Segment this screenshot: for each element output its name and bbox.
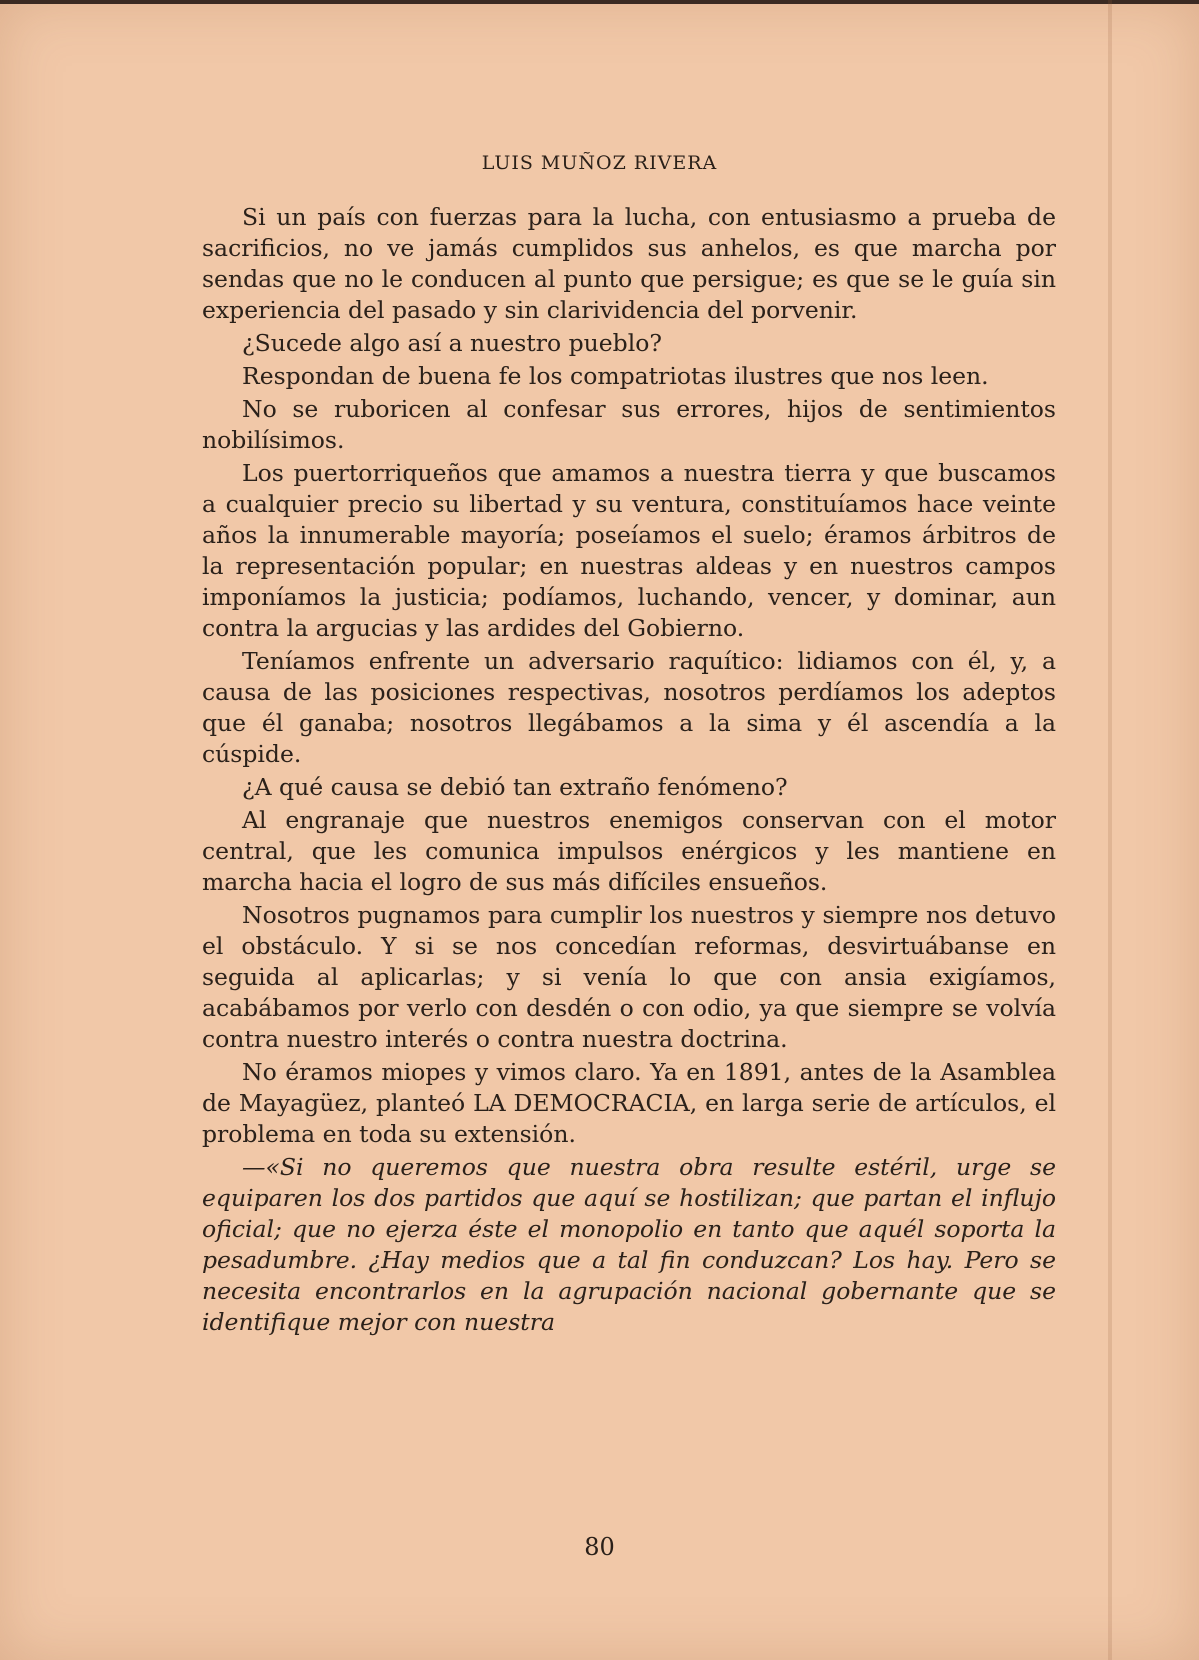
page-number: 80 — [584, 1533, 615, 1561]
paragraph-1: Si un país con fuerzas para la lucha, con entusiasmo a prueba de sacrificios, no ve jamás cumplidos sus anhelos, es que marcha por sendas que no le conducen al punto que persigue; es que se le guía sin experiencia del pasado y sin clarividencia del porvenir. — [202, 203, 1056, 324]
page-top-edge — [0, 0, 1199, 4]
paragraph-9: Nosotros pugnamos para cumplir los nuestros y siempre nos detuvo el obstáculo. Y si se nos concedían reformas, desvirtuábanse en seguida al aplicarlas; y si venía lo que con ansia exigíamos, acabábamos por verlo con desdén o con odio, ya que siempre se volvía contra nuestro interés o contra nuestra doctrina. — [202, 901, 1056, 1053]
paragraph-5: Los puertorriqueños que amamos a nuestra tierra y que buscamos a cualquier precio su libertad y su ventura, constituíamos hace veinte años la innumerable mayoría; poseíamos el suelo; éramos árbitros de la representación popular; en nuestras aldeas y en nuestros campos imponíamos la justicia; podíamos, luchando, vencer, y dominar, aun contra la argucias y las ardides del Gobierno. — [202, 459, 1056, 642]
paragraph-8: Al engranaje que nuestros enemigos conservan con el motor central, que les comunica impulsos enérgicos y les mantiene en marcha hacia el logro de sus más difíciles ensueños. — [202, 806, 1056, 896]
paragraph-7: ¿A qué causa se debió tan extraño fenómeno? — [242, 773, 788, 801]
quoted-paragraph: —«Si no queremos que nuestra obra resulte estéril, urge se equiparen los dos partidos que aquí se hostilizan; que partan el influjo oficial; que no ejerza éste el monopolio en tanto que aquél soporta la pesadumbre. ¿Hay medios que a tal fin conduzcan? Los hay. Pero se necesita encontrarlos en la agrupación nacional gobernante que se identifique mejor con nuestra — [202, 1153, 1056, 1336]
paragraph-2: ¿Sucede algo así a nuestro pueblo? — [242, 329, 662, 357]
running-head: LUIS MUÑOZ RIVERA — [481, 152, 718, 174]
paragraph-4: No se ruboricen al confesar sus errores, hijos de sentimientos nobilísimos. — [202, 395, 1056, 454]
body-text — [202, 202, 1056, 1340]
page-fold-shadow — [1108, 0, 1112, 1660]
paragraph-10: No éramos miopes y vimos claro. Ya en 1891, antes de la Asamblea de Mayagüez, planteó LA DEMOCRACIA, en larga serie de artículos, el problema en toda su extensión. — [202, 1058, 1056, 1148]
paragraph-6: Teníamos enfrente un adversario raquítico: lidiamos con él, y, a causa de las posiciones respectivas, nosotros perdíamos los adeptos que él ganaba; nosotros llegábamos a la sima y él ascendía a la cúspide. — [202, 647, 1056, 768]
paragraph-3: Respondan de buena fe los compatriotas ilustres que nos leen. — [242, 362, 989, 390]
